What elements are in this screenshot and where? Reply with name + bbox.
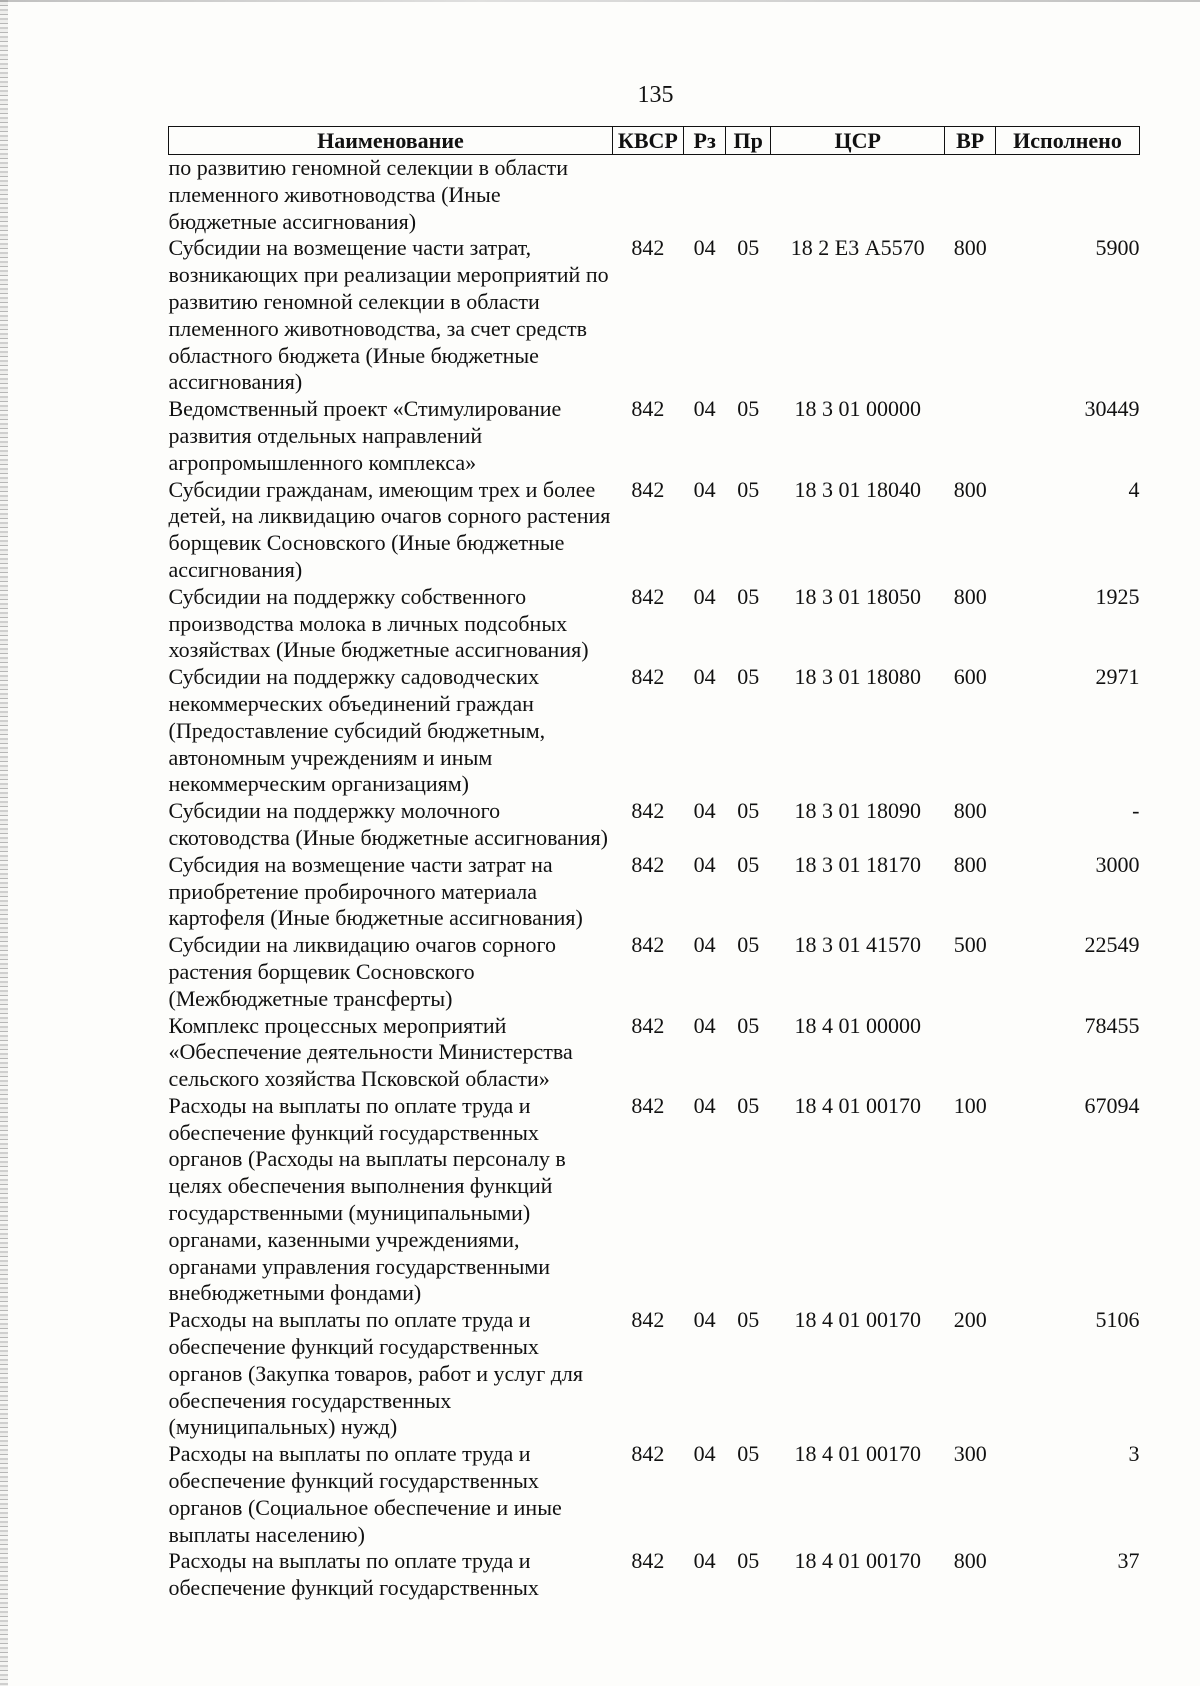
row-csr: 18 4 01 00000: [794, 1012, 921, 1038]
row-vr: 200: [953, 1307, 987, 1333]
header-rz: Рз: [683, 127, 726, 155]
row-csr: 18 3 01 00000: [794, 396, 921, 422]
row-rz: 04: [693, 1092, 716, 1118]
row-pr: 05: [737, 476, 760, 502]
row-executed: -: [1132, 798, 1140, 824]
row-vr: 800: [953, 235, 987, 261]
row-csr: 18 4 01 00170: [794, 1441, 921, 1467]
row-pr: 05: [737, 396, 760, 422]
row-rz: 04: [693, 1307, 716, 1333]
row-name: Субсидии на поддержку садоводческих некоммерческих объединений граждан (Предоставление субсидий бюджетным, автономным учреждениям и иным некоммерческим организациям): [168, 664, 546, 797]
row-executed: 4: [1128, 476, 1140, 502]
row-kvsr: 842: [631, 932, 665, 958]
row-rz: 04: [693, 851, 716, 877]
row-name: Ведомственный проект «Стимулирование развития отдельных направлений агропромышленного комплекса»: [168, 396, 562, 475]
row-rz: 04: [693, 235, 716, 261]
row-kvsr: 842: [631, 396, 665, 422]
row-name: Расходы на выплаты по оплате труда и обеспечение функций государственных органов (Социальное обеспечение и иные выплаты населению): [168, 1441, 562, 1547]
row-rz: 04: [693, 396, 716, 422]
table-row: [169, 932, 1140, 1012]
row-csr: 18 3 01 18090: [794, 798, 921, 824]
row-executed: 78455: [1084, 1012, 1140, 1038]
row-executed: 37: [1117, 1548, 1140, 1574]
row-vr: 800: [953, 476, 987, 502]
row-csr: 18 2 Е3 А5570: [790, 235, 925, 261]
table-row: [169, 664, 1140, 798]
row-name: Расходы на выплаты по оплате труда и обеспечение функций государственных органов (Расходы на выплаты персоналу в целях обеспечения выполнения функций государственными (муниципальными) органами, казенными учреждениями, органами управления государственными внебюджетными фондами): [168, 1092, 566, 1306]
row-kvsr: 842: [631, 1012, 665, 1038]
row-kvsr: 842: [631, 664, 665, 690]
row-csr: [771, 155, 945, 236]
row-rz: [683, 155, 726, 236]
row-csr: 18 3 01 18050: [794, 583, 921, 609]
row-kvsr: 842: [631, 583, 665, 609]
table-row: [169, 155, 1140, 236]
row-pr: 05: [737, 851, 760, 877]
row-pr: 05: [737, 932, 760, 958]
scan-edge-top: [0, 0, 1200, 2]
row-executed: 3: [1128, 1441, 1140, 1467]
row-pr: 05: [737, 1307, 760, 1333]
header-vr: ВР: [945, 127, 996, 155]
row-pr: 05: [737, 1012, 760, 1038]
row-rz: 04: [693, 798, 716, 824]
table-header: [169, 127, 1140, 155]
row-name: Субсидии на возмещение части затрат, возникающих при реализации мероприятий по развитию геномной селекции в области племенного животноводства, за счет средств областного бюджета (Иные бюджетные ассигнования): [168, 235, 609, 395]
row-vr: 300: [953, 1441, 987, 1467]
row-name: по развитию геномной селекции в области племенного животноводства (Иные бюджетные ассигнования): [168, 155, 569, 234]
row-csr: 18 4 01 00170: [794, 1548, 921, 1574]
row-rz: 04: [693, 1548, 716, 1574]
row-executed: 2971: [1095, 664, 1140, 690]
row-vr: 800: [953, 798, 987, 824]
header-name: Наименование: [169, 127, 613, 155]
row-csr: 18 3 01 18080: [794, 664, 921, 690]
row-executed: 1925: [1095, 583, 1140, 609]
row-pr: [726, 155, 771, 236]
table-row: [169, 1093, 1140, 1307]
table-row: [169, 584, 1140, 664]
row-name: Субсидии гражданам, имеющим трех и более детей, на ликвидацию очагов сорного растения борщевик Сосновского (Иные бюджетные ассигнования): [168, 476, 611, 582]
table-row: [169, 396, 1140, 476]
row-name: Расходы на выплаты по оплате труда и обеспечение функций государственных органов (Закупка товаров, работ и услуг для обеспечения государственных (муниципальных) нужд): [168, 1307, 584, 1440]
row-vr: 800: [953, 1548, 987, 1574]
row-executed: 22549: [1084, 932, 1140, 958]
row-vr: 600: [953, 664, 987, 690]
row-pr: 05: [737, 1441, 760, 1467]
row-executed: 5900: [1095, 235, 1140, 261]
scan-edge-left: [0, 0, 8, 1686]
row-pr: 05: [737, 235, 760, 261]
row-kvsr: 842: [631, 476, 665, 502]
row-name: Субсидии на поддержку собственного производства молока в личных подсобных хозяйствах (Иные бюджетные ассигнования): [168, 583, 589, 663]
row-executed: [996, 155, 1140, 236]
row-pr: 05: [737, 664, 760, 690]
row-name: Субсидии на поддержку молочного скотоводства (Иные бюджетные ассигнования): [168, 798, 608, 850]
row-csr: 18 4 01 00170: [794, 1307, 921, 1333]
row-rz: 04: [693, 1012, 716, 1038]
table-row: [169, 1548, 1140, 1602]
header-executed: Исполнено: [996, 127, 1140, 155]
row-vr: [945, 1013, 996, 1093]
row-kvsr: 842: [631, 851, 665, 877]
table-row: [169, 1013, 1140, 1093]
page-number: 135: [637, 82, 674, 108]
table-row: [169, 477, 1140, 584]
row-executed: 67094: [1084, 1092, 1140, 1118]
row-rz: 04: [693, 1441, 716, 1467]
row-vr: 800: [953, 851, 987, 877]
row-vr: [945, 155, 996, 236]
row-vr: 100: [953, 1092, 987, 1118]
table-row: [169, 235, 1140, 396]
row-pr: 05: [737, 1548, 760, 1574]
row-kvsr: 842: [631, 1307, 665, 1333]
row-rz: 04: [693, 932, 716, 958]
row-executed: 3000: [1095, 851, 1140, 877]
row-kvsr: 842: [631, 1092, 665, 1118]
table-body: [169, 155, 1140, 1603]
table-row: [169, 852, 1140, 932]
row-name: Расходы на выплаты по оплате труда и обеспечение функций государственных: [168, 1548, 539, 1601]
row-csr: 18 3 01 18170: [794, 851, 921, 877]
row-kvsr: 842: [631, 1548, 665, 1574]
row-vr: [945, 396, 996, 476]
row-kvsr: 842: [631, 798, 665, 824]
budget-table: [168, 126, 1140, 1602]
row-pr: 05: [737, 1092, 760, 1118]
row-kvsr: 842: [631, 1441, 665, 1467]
header-kvsr: КВСР: [612, 127, 683, 155]
row-csr: 18 3 01 18040: [794, 476, 921, 502]
row-pr: 05: [737, 798, 760, 824]
row-rz: 04: [693, 476, 716, 502]
row-rz: 04: [693, 583, 716, 609]
table-row: [169, 1307, 1140, 1441]
row-vr: 500: [953, 932, 987, 958]
row-executed: 30449: [1084, 396, 1140, 422]
row-vr: 800: [953, 583, 987, 609]
row-csr: 18 4 01 00170: [794, 1092, 921, 1118]
row-kvsr: [612, 155, 683, 236]
table-row: [169, 1441, 1140, 1548]
row-rz: 04: [693, 664, 716, 690]
row-name: Субсидия на возмещение части затрат на приобретение пробирочного материала картофеля (Иные бюджетные ассигнования): [168, 851, 583, 931]
row-pr: 05: [737, 583, 760, 609]
header-csr: ЦСР: [771, 127, 945, 155]
row-executed: 5106: [1095, 1307, 1140, 1333]
row-name: Субсидии на ликвидацию очагов сорного растения борщевик Сосновского (Межбюджетные трансферты): [168, 932, 557, 1011]
table-row: [169, 798, 1140, 852]
row-kvsr: 842: [631, 235, 665, 261]
row-name: Комплекс процессных мероприятий «Обеспечение деятельности Министерства сельского хозяйства Псковской области»: [168, 1012, 573, 1092]
header-pr: Пр: [726, 127, 771, 155]
row-csr: 18 3 01 41570: [794, 932, 921, 958]
